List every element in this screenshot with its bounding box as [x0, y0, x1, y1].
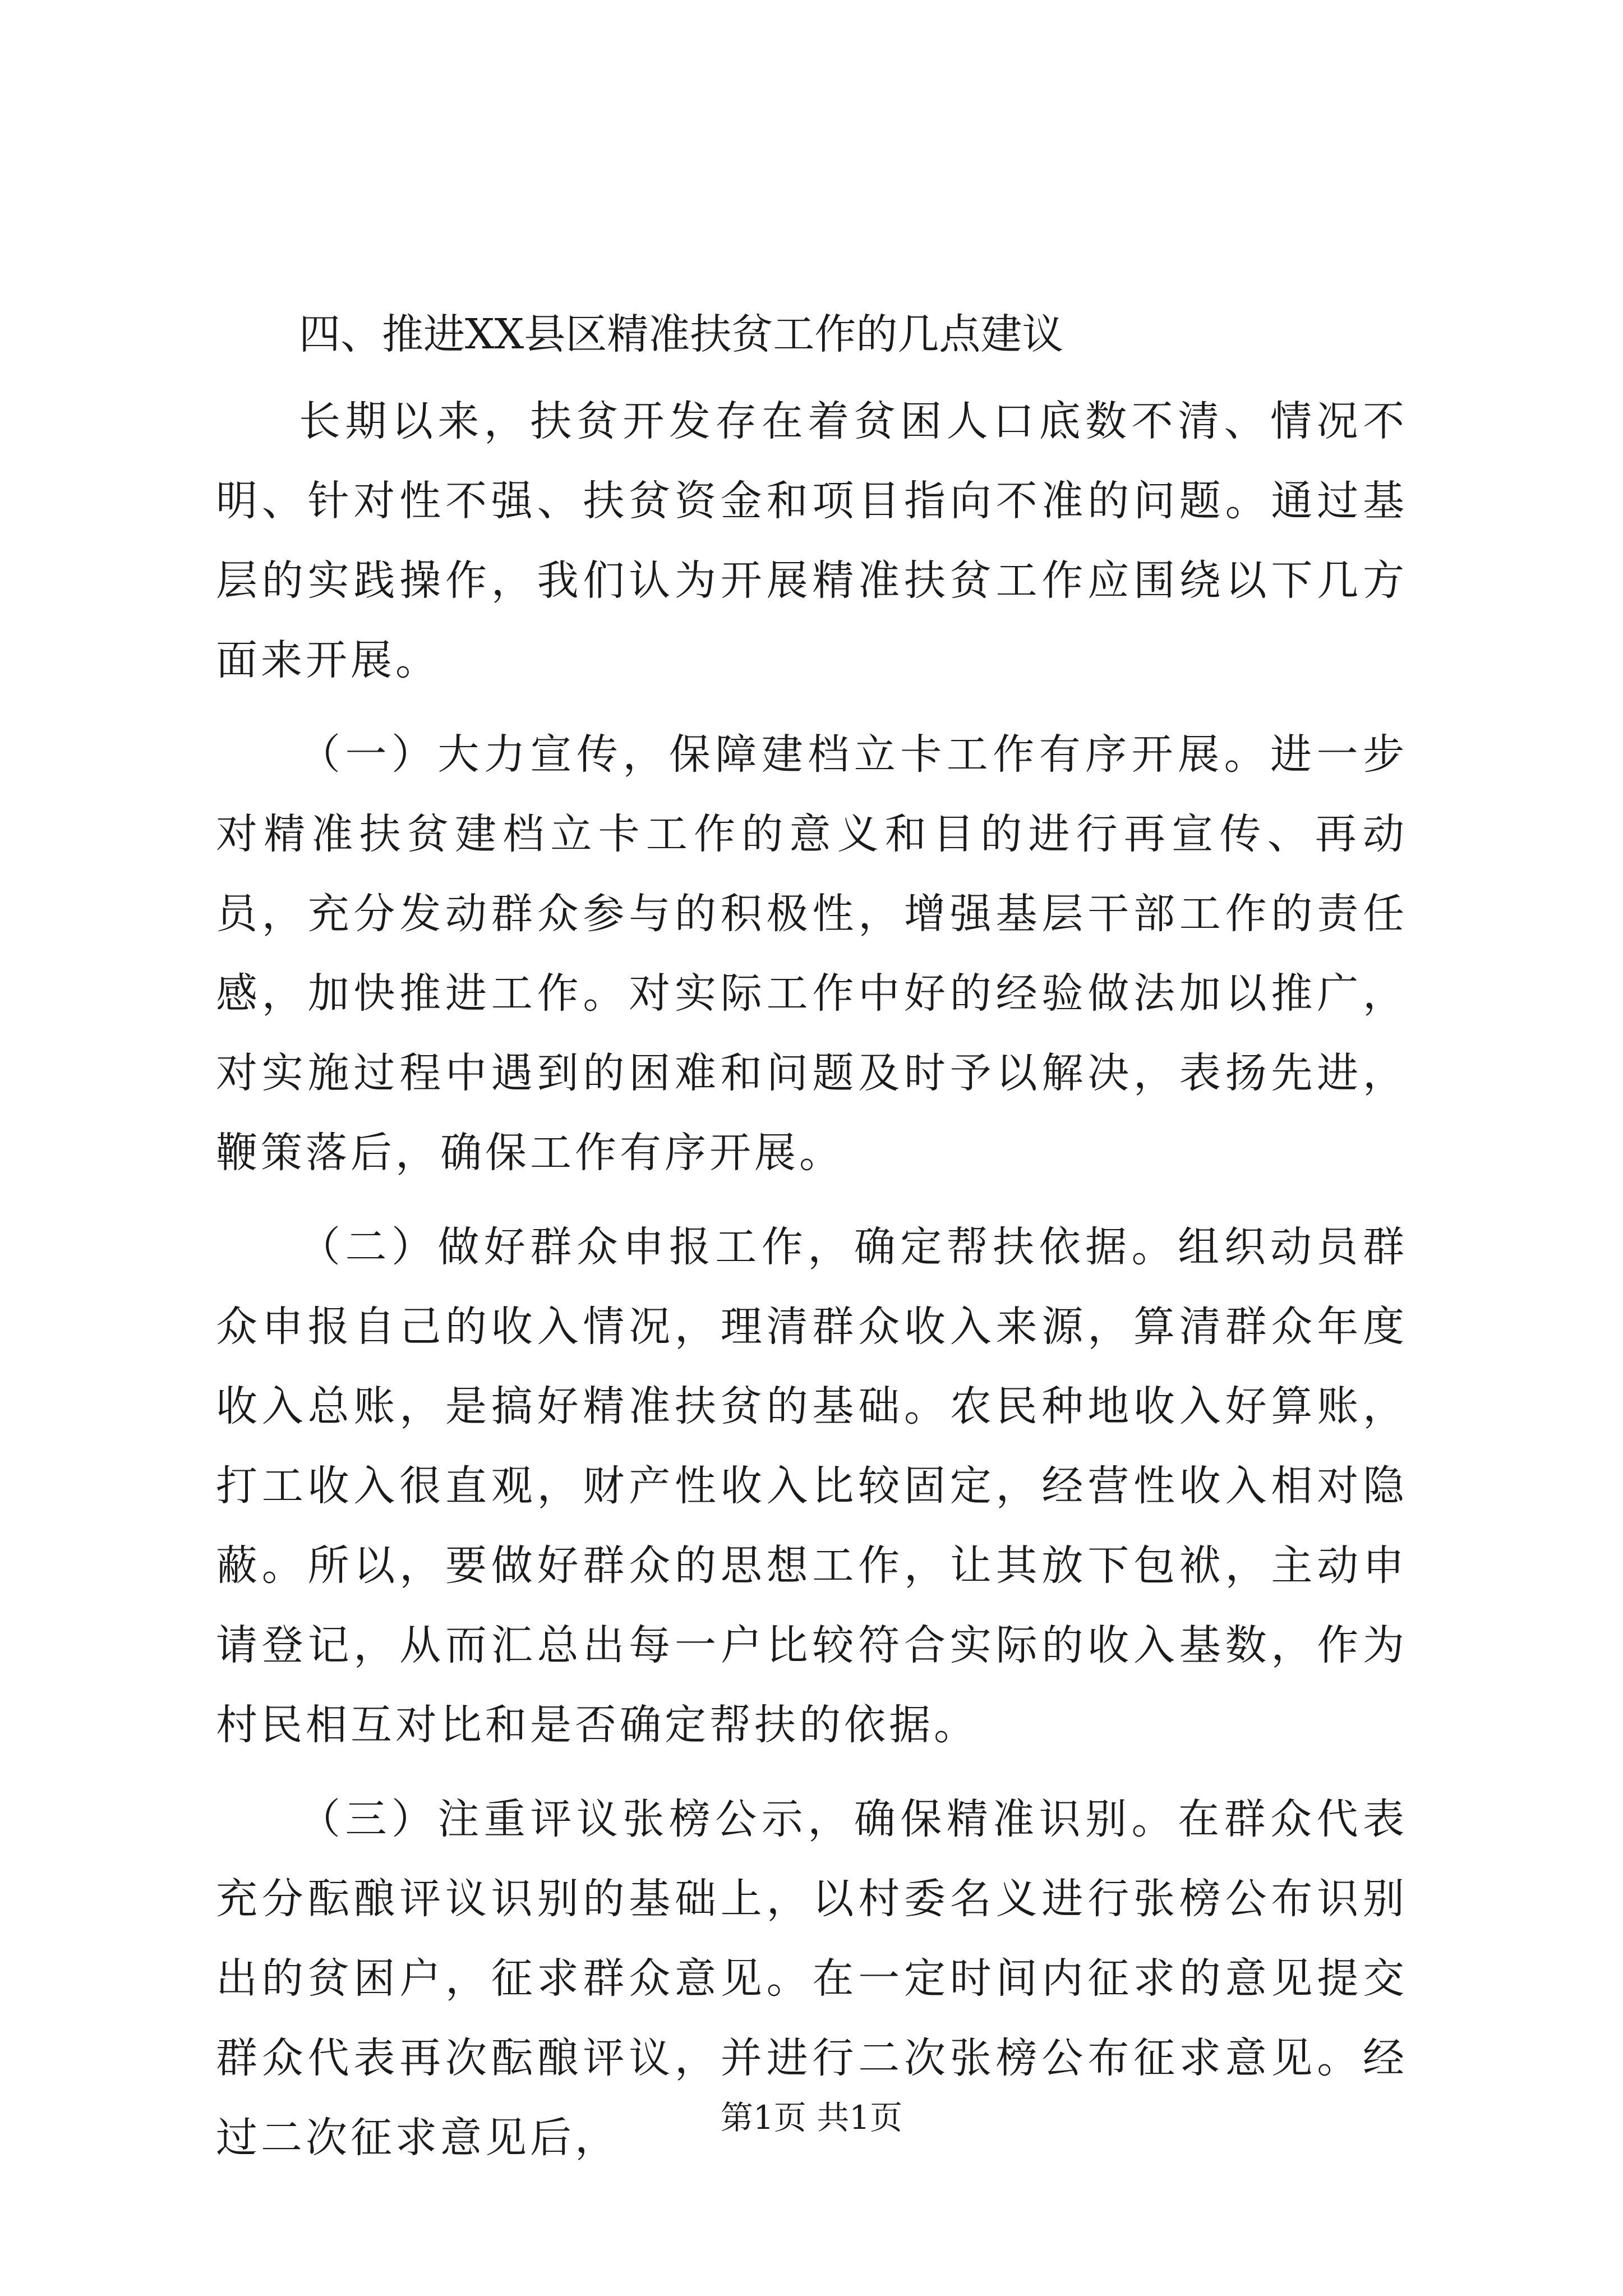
paragraph-item-2: （二）做好群众申报工作，确定帮扶依据。组织动员群众申报自己的收入情况，理清群众收入来源，算清群众年度收入总账，是搞好精准扶贫的基础。农民种地收入好算账，打工收入很直观，财产性收入比较固定，经营性收入相对隐蔽。所以，要做好群众的思想工作，让其放下包袱，主动申请登记，从而汇总出每一户比较符合实际的收入基数，作为村民相互对比和是否确定帮扶的依据。 — [216, 1223, 1408, 1749]
document-body — [216, 303, 1408, 2192]
paragraph-item-3: （三）注重评议张榜公示，确保精准识别。在群众代表充分酝酿评议识别的基础上，以村委名义进行张榜公布识别出的贫困户，征求群众意见。在一定时间内征求的意见提交群众代表再次酝酿评议，并进行二次张榜公布征求意见。经过二次征求意见后， — [216, 1795, 1408, 2162]
paragraph-item-1: （一）大力宣传，保障建档立卡工作有序开展。进一步对精准扶贫建档立卡工作的意义和目的进行再宣传、再动员，充分发动群众参与的积极性，增强基层干部工作的责任感，加快推进工作。对实际工作中好的经验做法加以推广，对实施过程中遇到的困难和问题及时予以解决，表扬先进，鞭策落后，确保工作有序开展。 — [216, 730, 1408, 1177]
paragraph-intro: 长期以来，扶贫开发存在着贫困人口底数不清、情况不明、针对性不强、扶贫资金和项目指向不准的问题。通过基层的实践操作，我们认为开展精准扶贫工作应围绕以下几方面来开展。 — [216, 397, 1408, 684]
section-heading: 四、推进XX县区精准扶贫工作的几点建议 — [299, 310, 1064, 358]
page-footer: 第1页 共1页 — [720, 2099, 903, 2137]
